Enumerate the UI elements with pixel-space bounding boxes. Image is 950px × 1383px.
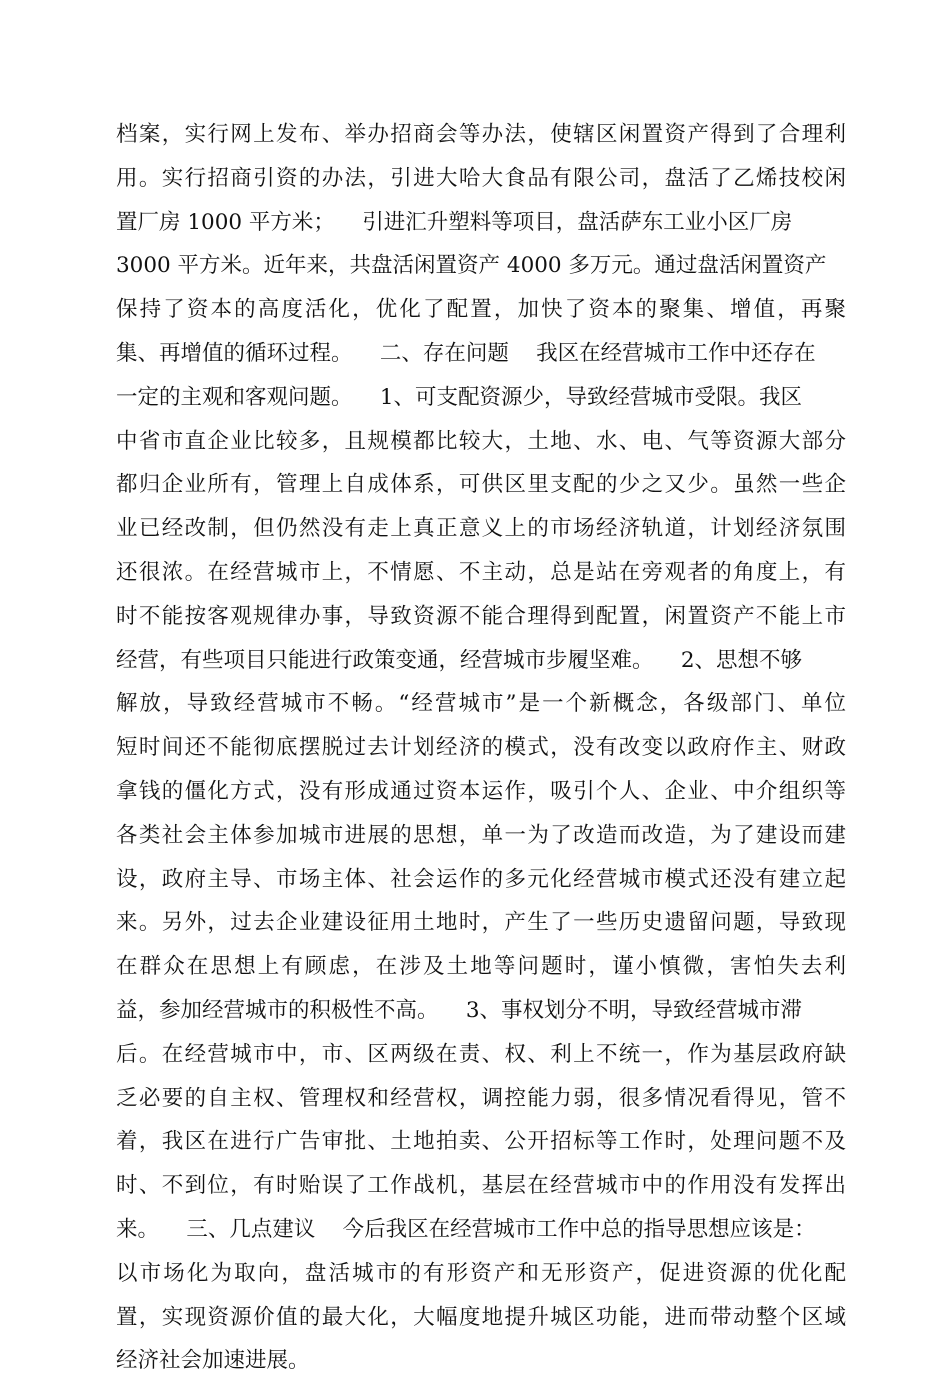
- text-line: 时、不到位，有时贻误了工作战机，基层在经营城市中的作用没有发挥出: [116, 1173, 846, 1199]
- text-line: 3000 平方米。近年来，共盘活闲置资产 4000 多万元。通过盘活闲置资产: [116, 253, 827, 279]
- text-line: 用。实行招商引资的办法，引进大哈大食品有限公司，盘活了乙烯技校闲: [116, 165, 846, 191]
- text-line: 一定的主观和客观问题。 1、可支配资源少，导致经营城市受限。我区: [116, 384, 803, 410]
- text-line: 短时间还不能彻底摆脱过去计划经济的模式，没有改变以政府作主、财政: [116, 735, 846, 761]
- text-line: 以市场化为取向，盘活城市的有形资产和无形资产，促进资源的优化配: [116, 1260, 846, 1286]
- text-line: 置，实现资源价值的最大化，大幅度地提升城区功能，进而带动整个区域: [116, 1304, 846, 1330]
- text-line: 经营，有些项目只能进行政策变通，经营城市步履坚难。 2、思想不够: [116, 647, 803, 673]
- text-line: 都归企业所有，管理上自成体系，可供区里支配的少之又少。虽然一些企: [116, 472, 846, 498]
- text-line: 还很浓。在经营城市上，不情愿、不主动，总是站在旁观者的角度上，有: [116, 559, 846, 585]
- text-line: 拿钱的僵化方式，没有形成通过资本运作，吸引个人、企业、中介组织等: [116, 778, 846, 804]
- text-line: 设，政府主导、市场主体、社会运作的多元化经营城市模式还没有建立起: [116, 866, 846, 892]
- text-line: 乏必要的自主权、管理权和经营权，调控能力弱，很多情况看得见，管不: [116, 1085, 846, 1111]
- text-line: 中省市直企业比较多，且规模都比较大，土地、水、电、气等资源大部分: [116, 428, 846, 454]
- text-line: 各类社会主体参加城市进展的思想，单一为了改造而改造，为了建设而建: [116, 822, 846, 848]
- text-line: 集、再增值的循环过程。 二、存在问题 我区在经营城市工作中还存在: [116, 340, 816, 366]
- text-line: 后。在经营城市中，市、区两级在责、权、利上不统一，作为基层政府缺: [116, 1041, 846, 1067]
- text-line: 在群众在思想上有顾虑，在涉及土地等问题时，谨小慎微，害怕失去利: [116, 954, 846, 980]
- body-text: [116, 113, 846, 1383]
- text-line: 时不能按客观规律办事，导致资源不能合理得到配置，闲置资产不能上市: [116, 603, 846, 629]
- text-line: 益，参加经营城市的积极性不高。 3、事权划分不明，导致经营城市滞: [116, 997, 803, 1023]
- text-line: 业已经改制，但仍然没有走上真正意义上的市场经济轨道，计划经济氛围: [116, 516, 846, 542]
- text-line: 保持了资本的高度活化，优化了配置，加快了资本的聚集、增值，再聚: [116, 297, 846, 323]
- text-line: 档案，实行网上发布、举办招商会等办法，使辖区闲置资产得到了合理利: [116, 122, 846, 147]
- text-line: 经济社会加速进展。: [116, 1348, 310, 1374]
- text-line: 来。另外，过去企业建设征用土地时，产生了一些历史遗留问题，导致现: [116, 910, 846, 936]
- text-line: 来。 三、几点建议 今后我区在经营城市工作中总的指导思想应该是：: [116, 1216, 816, 1242]
- text-line: 解放，导致经营城市不畅。“经营城市”是一个新概念，各级部门、单位: [116, 691, 846, 717]
- text-line: 置厂房 1000 平方米； 引进汇升塑料等项目，盘活萨东工业小区厂房: [116, 209, 793, 235]
- text-line: 着，我区在进行广告审批、土地拍卖、公开招标等工作时，处理问题不及: [116, 1129, 846, 1155]
